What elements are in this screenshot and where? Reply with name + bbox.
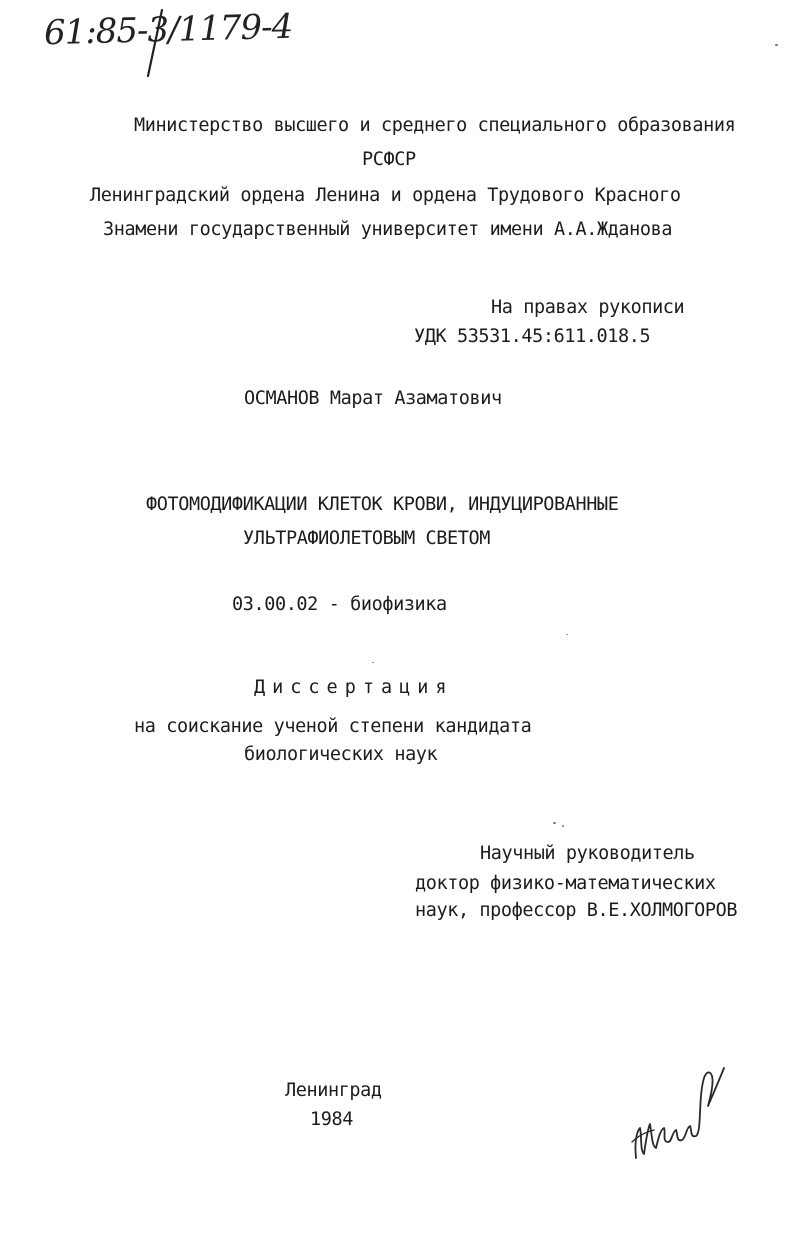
scan-speck [775,44,778,46]
degree-line-1: на соискание ученой степени кандидата [134,716,532,737]
republic-line: РСФСР [362,149,416,170]
university-line-1: Ленинградский ордена Ленина и ордена Трудового Красного [90,185,681,206]
title-line-1: ФОТОМОДИФИКАЦИИ КЛЕТОК КРОВИ, ИНДУЦИРОВАННЫЕ [146,494,619,515]
supervisor-line-2: наук, профессор В.Е.ХОЛМОГОРОВ [415,900,738,921]
degree-line-2: биологических наук [244,744,438,765]
scan-speck [553,822,556,824]
supervisor-label: Научный руководитель [480,843,695,864]
signature-icon [626,1058,726,1168]
handwritten-slash-icon [140,6,170,80]
city: Ленинград [285,1080,382,1101]
manuscript-rights: На правах рукописи [491,297,685,318]
document-type: Диссертация [254,677,454,698]
title-line-2: УЛЬТРАФИОЛЕТОВЫМ СВЕТОМ [243,528,490,549]
year: 1984 [310,1109,353,1130]
university-line-2: Знамени государственный университет имени А.А.Жданова [103,219,673,240]
udc-code: УДК 53531.45:611.018.5 [414,326,651,347]
archive-mark: 61:85-3/1179-4 [43,6,293,54]
specialty: 03.00.02 - биофизика [232,594,447,615]
scan-speck [566,634,568,635]
author-name: ОСМАНОВ Марат Азаматович [244,388,502,409]
supervisor-line-1: доктор физико-математических [415,873,716,894]
scan-speck [562,825,564,827]
ministry-line: Министерство высшего и среднего специального образования [134,115,736,136]
scan-speck [372,662,374,663]
